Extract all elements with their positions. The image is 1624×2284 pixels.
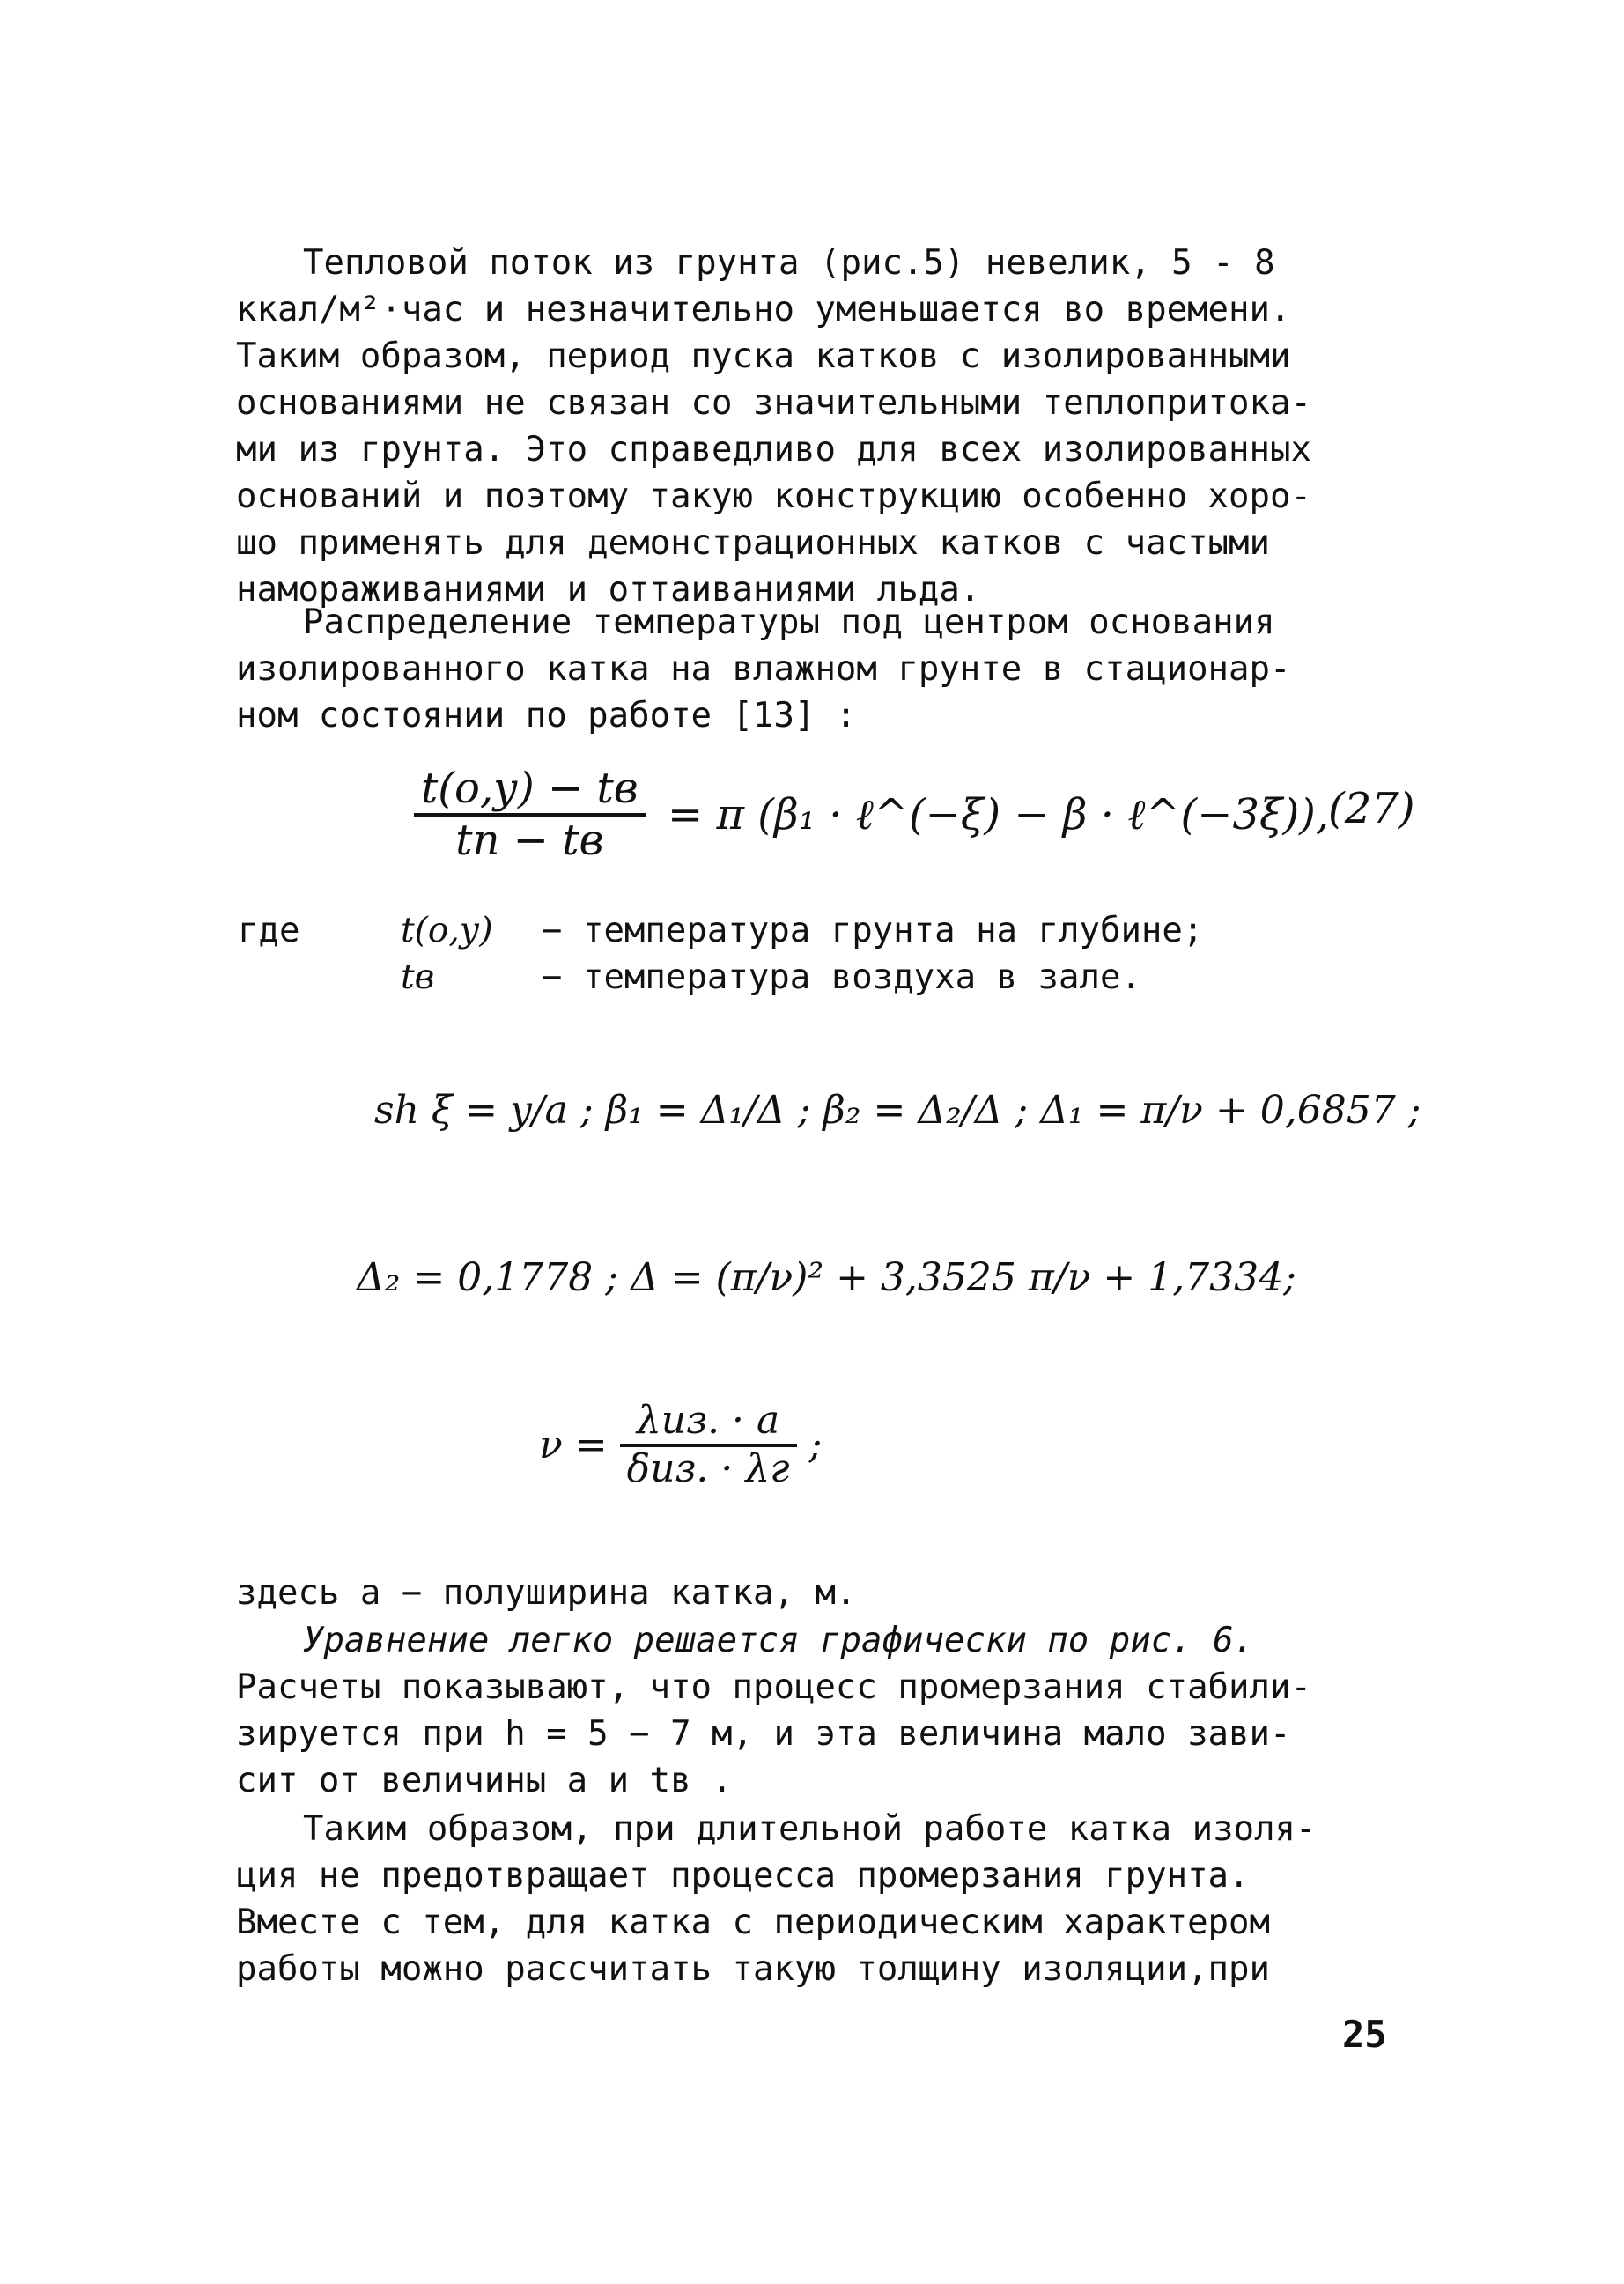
text-line: Расчеты показывают, что процесс промерзания стабили- <box>236 1667 1311 1707</box>
where-symbol: t(о,у) <box>401 911 493 950</box>
text-line: ном состоянии по работе [13] : <box>236 696 857 735</box>
text-line: здесь a − полуширина катка, м. <box>236 1573 857 1613</box>
nu-fraction <box>620 1399 797 1491</box>
text-line: шо применять для демонстрационных катков с частыми <box>236 523 1270 563</box>
where-block <box>238 907 1207 1001</box>
text-line: Таким образом, при длительной работе катка изоля- <box>303 1809 1317 1849</box>
equation-rhs: = π (β₁ · ℓ^(−ξ) − β · ℓ^(−3ξ)), <box>667 790 1330 840</box>
text-line: работы можно рассчитать такую толщину изоляции,при <box>236 1949 1270 1989</box>
paragraph-temperature-distribution <box>236 599 1407 739</box>
paragraph-graphic-solution <box>236 1617 1407 1804</box>
nu-lhs: ν = <box>539 1423 608 1468</box>
paragraph-conclusion <box>236 1806 1407 1992</box>
page-number: 25 <box>1342 2013 1387 2056</box>
paragraph-notation <box>236 1570 1407 1616</box>
equation-denominator: tп − tв <box>455 816 604 866</box>
paragraph-heat-flow <box>236 240 1407 613</box>
text-line: Распределение температуры под центром основания <box>303 602 1275 642</box>
text-line: Таким образом, период пуска катков с изолированными <box>236 336 1291 376</box>
text-line: намораживаниями и оттаиваниями льда. <box>236 570 981 610</box>
formula-nu <box>539 1399 822 1491</box>
text-line: Вместе с тем, для катка с периодическим характером <box>236 1903 1270 1942</box>
text-line: изолированного катка на влажном грунте в стационар- <box>236 649 1291 689</box>
nu-tail: ; <box>808 1423 823 1468</box>
text-line: основаниями не связан со значительными теплопритока- <box>236 383 1311 423</box>
text-line: сит от величины a и tв . <box>236 1761 733 1800</box>
where-label: где <box>238 911 300 950</box>
text-line: ция не предотвращает процесса промерзания грунта. <box>236 1856 1250 1896</box>
equation-fraction <box>414 765 646 865</box>
equation-numerator: t(о,у) − tв <box>414 765 646 817</box>
equation-number: (27) <box>1328 784 1415 833</box>
text-line: зируется при h = 5 − 7 м, и эта величина мало зави- <box>236 1714 1291 1754</box>
text-line: оснований и поэтому такую конструкцию особенно хоро- <box>236 477 1311 516</box>
text-line: ккал/м²·час и незначительно уменьшается во времени. <box>236 290 1291 329</box>
where-text: − температура грунта на глубине; <box>542 911 1204 950</box>
text-line: ми из грунта. Это справедливо для всех изолированных <box>236 430 1311 469</box>
nu-denominator: δиз. · λг <box>626 1445 790 1491</box>
where-symbol: tв <box>401 957 435 997</box>
text-line: Тепловой поток из грунта (рис.5) невелик, 5 - 8 <box>303 243 1275 283</box>
where-text: − температура воздуха в зале. <box>542 957 1141 997</box>
equation-27 <box>414 765 1329 865</box>
text-line: Уравнение легко решается графически по рис. 6. <box>303 1621 1255 1660</box>
formula-line-2: Δ₂ = 0,1778 ; Δ = (π/ν)² + 3,3525 π/ν + 1,7334; <box>357 1255 1296 1300</box>
formula-line-1: sh ξ = y/a ; β₁ = Δ₁/Δ ; β₂ = Δ₂/Δ ; Δ₁ = π/ν + 0,6857 ; <box>374 1088 1421 1133</box>
nu-numerator: λиз. · a <box>620 1399 797 1447</box>
